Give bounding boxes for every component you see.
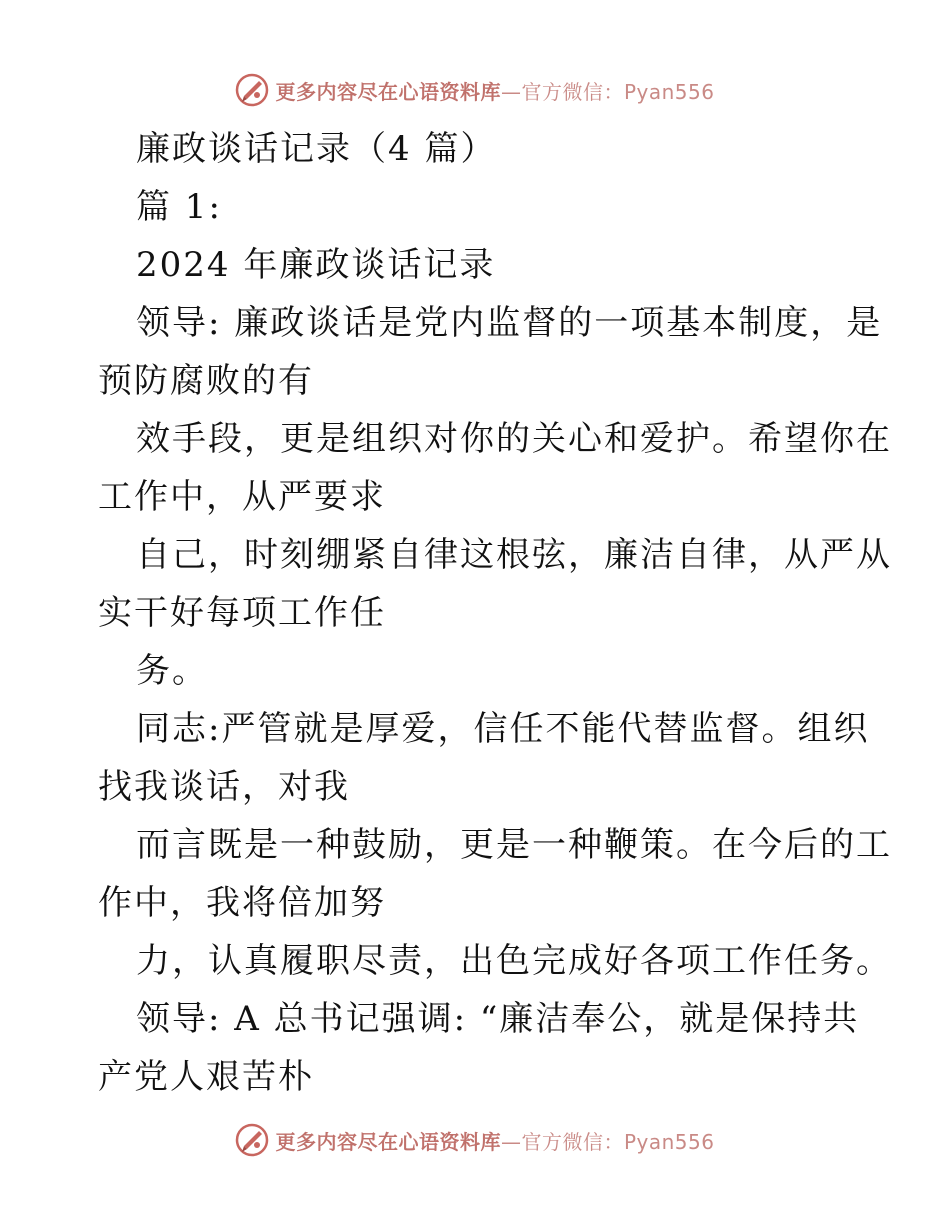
paragraph-line: 务。 <box>136 651 208 691</box>
header-banner-text <box>275 76 714 105</box>
footer-site-name: 更多内容尽在心语资料库 <box>275 1129 501 1154</box>
paragraph-line: 自己，时刻绷紧自律这根弦，廉洁自律，从严从 <box>136 535 892 575</box>
section-heading: 篇 1: <box>136 187 222 227</box>
footer-wechat: 官方微信：Pyan556 <box>521 1129 715 1154</box>
logo-icon <box>235 73 269 107</box>
header-watermark <box>0 70 950 110</box>
footer-dash: — <box>500 1129 522 1154</box>
paragraph-line: 领导: A 总书记强调: “廉洁奉公，就是保持共 <box>136 999 860 1039</box>
logo-icon <box>235 1123 269 1157</box>
paragraph-line: 领导: 廉政谈话是党内监督的一项基本制度，是 <box>136 303 883 343</box>
paragraph-line: 产党人艰苦朴 <box>98 1057 314 1097</box>
paragraph-line: 实干好每项工作任 <box>98 593 386 633</box>
paragraph-line: 而言既是一种鼓励，更是一种鞭策。在今后的工 <box>136 825 892 865</box>
paragraph-line: 同志:严管就是厚爱，信任不能代替监督。组织 <box>136 709 870 749</box>
paragraph-line: 效手段，更是组织对你的关心和爱护。希望你在 <box>136 419 892 459</box>
paragraph-line: 预防腐败的有 <box>98 361 314 401</box>
document-body <box>98 120 892 1106</box>
paragraph-line: 力，认真履职尽责，出色完成好各项工作任务。 <box>136 941 892 981</box>
paragraph-line: 找我谈话，对我 <box>98 767 350 807</box>
paragraph-line: 作中，我将倍加努 <box>98 883 386 923</box>
header-dash: — <box>500 79 522 104</box>
footer-watermark <box>0 1120 950 1160</box>
header-wechat: 官方微信：Pyan556 <box>521 79 715 104</box>
record-title: 2024 年廉政谈话记录 <box>136 245 496 285</box>
footer-banner-text <box>275 1126 714 1155</box>
header-site-name: 更多内容尽在心语资料库 <box>275 79 501 104</box>
document-title: 廉政谈话记录（4 篇） <box>136 129 497 169</box>
paragraph-line: 工作中，从严要求 <box>98 477 386 517</box>
